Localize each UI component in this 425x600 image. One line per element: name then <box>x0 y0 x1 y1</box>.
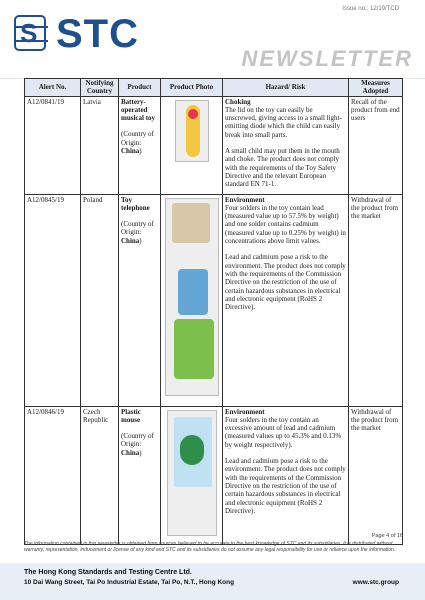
product-name: Plastic mouse <box>121 407 141 424</box>
hazard-text: Four solders in the toy contain an excessive amount of lead and cadmium (measured values up to 45.3% and 0.13% by weight respectively). <box>225 415 342 449</box>
page-header <box>0 0 425 80</box>
hazard-text: Lead and cadmium pose a risk to the environment. The product does not comply with the requirements of the Commission Directive on the restriction of the use of certain hazardous substances in electrical and electronic equipment (RoHS 2 Directive). <box>225 457 346 515</box>
alert-no: A12/0841/19 <box>25 96 81 194</box>
hazard-text: Lead and cadmium pose a risk to the environment. The product does not comply with the requirements of the Commission Directive on the restriction of the use of certain hazardous substances in electrical and electronic equipment (RoHS 2 Directive). <box>225 253 346 312</box>
product-name: Battery-operated musical toy <box>121 97 156 123</box>
header-hazard: Hazard/ Risk <box>223 79 349 97</box>
newsletter-title: NEWSLETTER <box>241 46 413 71</box>
table-row <box>25 96 403 194</box>
measures: Withdrawal of the product from the market <box>349 194 403 406</box>
hazard-text: Four solders in the toy contain lead (measured value up to 57.5% by weight) and one solder contains cadmium (measured value up to 0.25% by weight) in concentrations above limit values. <box>225 203 346 246</box>
company-address: 10 Dai Wang Street, Tai Po Industrial Estate, Tai Po, N.T., Hong Kong <box>24 579 235 586</box>
origin: (Country of Origin: China) <box>121 220 154 245</box>
alert-table <box>24 78 403 545</box>
page-number: Page 4 of 16 <box>371 533 403 539</box>
alert-no: A12/0846/19 <box>25 406 81 544</box>
header-product: Product <box>119 79 161 97</box>
origin: (Country of Origin: China) <box>121 432 154 457</box>
product-photo <box>165 198 219 396</box>
photo-cell <box>161 96 223 194</box>
header-alert-no: Alert No. <box>25 79 81 97</box>
photo-cell <box>161 406 223 544</box>
hazard-text: A small child may put them in the mouth and choke. The product does not comply with the requirements of the Toy Safety Directive and the relevant European standard EN 71-1. <box>225 147 340 189</box>
issue-number: Issue no.: 12/19/TCD <box>342 6 399 12</box>
hazard-cell <box>223 194 349 406</box>
logo-text: STC <box>56 12 139 56</box>
table-header-row <box>25 79 403 97</box>
product-photo <box>167 410 217 536</box>
measures: Recall of the product from end users <box>349 96 403 194</box>
table-row <box>25 406 403 544</box>
product-cell <box>119 194 161 406</box>
header-measures: Measures Adopted <box>349 79 403 97</box>
product-cell <box>119 96 161 194</box>
company-name: The Hong Kong Standards and Testing Centre Ltd. <box>24 569 192 576</box>
hazard-type: Choking <box>225 97 251 106</box>
origin: (Country of Origin: China) <box>121 130 154 156</box>
header-country: Notifying Country <box>81 79 119 97</box>
alert-no: A12/0845/19 <box>25 194 81 406</box>
photo-cell <box>161 194 223 406</box>
hazard-cell <box>223 406 349 544</box>
country: Czech Republic <box>81 406 119 544</box>
header-photo: Product Photo <box>161 79 223 97</box>
product-cell <box>119 406 161 544</box>
country: Poland <box>81 194 119 406</box>
stc-logo-icon: S <box>14 15 46 51</box>
disclaimer: The information contained in this newsletter is obtained from sources believed to be accurate to the best knowledge of STC and its subsidiaries. It is distributed without warranty, representation, inducement or license of any kind and STC and its subsidiaries do not assume any legal responsibility for use or reliance upon the information. <box>24 541 396 553</box>
table-row <box>25 194 403 406</box>
country: Latvia <box>81 96 119 194</box>
hazard-cell <box>223 96 349 194</box>
website-link[interactable]: www.stc.group <box>352 579 399 586</box>
hazard-text: The lid on the toy can easily be unscrewed, giving access to a small light-emitting diode which the child can easily break into small parts. <box>225 105 342 139</box>
product-photo <box>175 100 209 162</box>
hazard-type: Environment <box>225 407 265 416</box>
product-name: Toy telephone <box>121 195 150 212</box>
measures: Withdrawal of the product from the market <box>349 406 403 544</box>
hazard-type: Environment <box>225 195 265 204</box>
